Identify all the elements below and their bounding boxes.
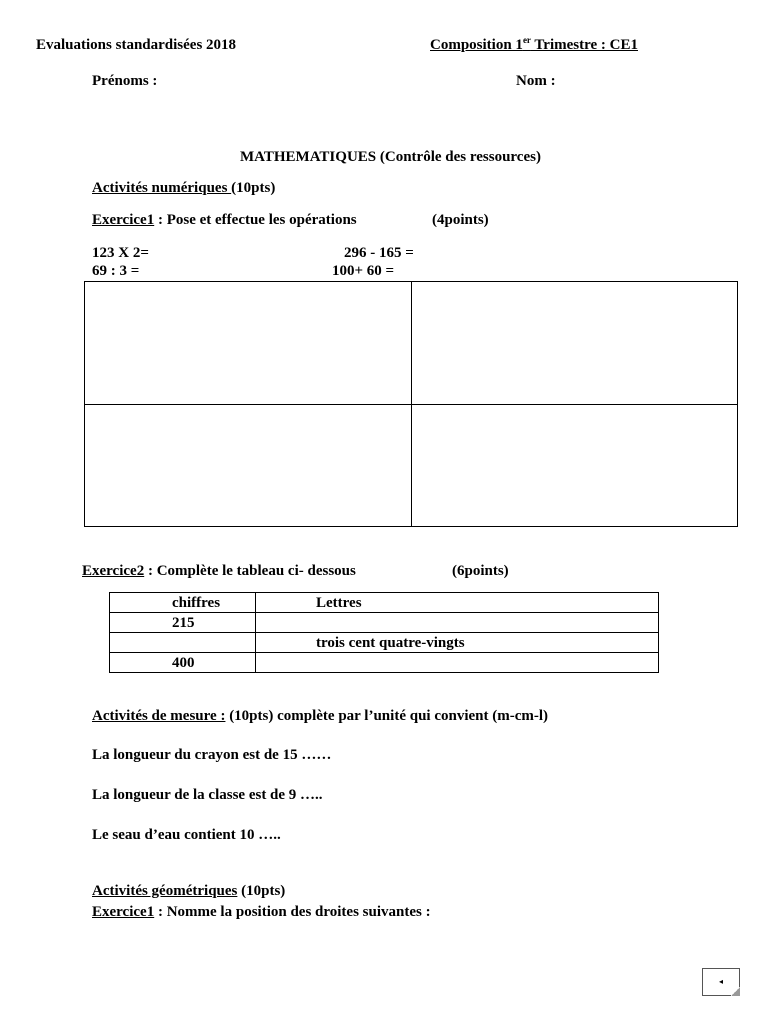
table-row	[110, 633, 659, 653]
operation-2: 296 - 165 =	[344, 245, 414, 261]
operation-3: 69 : 3 =	[92, 263, 140, 279]
table-row	[110, 613, 659, 633]
numeric-heading: Activités numériques (10pts)	[92, 180, 276, 196]
table-cell-chiffres: 215	[110, 613, 256, 633]
subject-title: MATHEMATIQUES (Contrôle des ressources)	[240, 149, 541, 165]
measure-heading: Activités de mesure : (10pts) complète par l’unité qui convient (m-cm-l)	[92, 708, 549, 724]
answer-box-3[interactable]	[85, 405, 412, 526]
nom-label: Nom :	[516, 73, 556, 89]
measure-line-2: La longueur de la classe est de 9 …..	[92, 787, 323, 803]
table-cell-lettres: trois cent quatre-vingts	[256, 633, 659, 653]
prenoms-label: Prénoms :	[92, 73, 158, 89]
header-left: Evaluations standardisées 2018	[36, 37, 237, 53]
page-marker	[702, 968, 740, 996]
table-cell-chiffres: 400	[110, 653, 256, 673]
operation-1: 123 X 2=	[92, 245, 149, 261]
measure-line-3: Le seau d’eau contient 10 …..	[92, 827, 281, 843]
exercise1-points: (4points)	[432, 212, 489, 228]
exercise1-title: Exercice1 : Pose et effectue les opérations	[92, 212, 357, 228]
table-header-lettres: Lettres	[256, 593, 659, 613]
page-marker-glyph: ◂	[718, 977, 723, 986]
geometry-heading: Activités géométriques (10pts)	[92, 883, 286, 899]
answer-box-1[interactable]	[85, 282, 412, 405]
operations-answer-grid	[84, 281, 738, 527]
measure-line-1: La longueur du crayon est de 15 ……	[92, 747, 332, 763]
page-fold-icon	[731, 987, 740, 996]
table-header-row	[110, 593, 659, 613]
table-cell-chiffres[interactable]	[110, 633, 256, 653]
table-row	[110, 653, 659, 673]
numbers-table	[109, 592, 659, 673]
answer-box-2[interactable]	[412, 282, 737, 405]
answer-box-4[interactable]	[412, 405, 737, 526]
table-header-chiffres: chiffres	[110, 593, 256, 613]
table-cell-lettres[interactable]	[256, 613, 659, 633]
operation-4: 100+ 60 =	[332, 263, 395, 279]
table-cell-lettres[interactable]	[256, 653, 659, 673]
header-right: Composition 1er Trimestre : CE1	[430, 35, 638, 53]
geometry-exercise1-title: Exercice1 : Nomme la position des droites suivantes :	[92, 904, 431, 920]
exercise2-points: (6points)	[452, 563, 509, 579]
exercise2-title: Exercice2 : Complète le tableau ci- dessous	[82, 563, 356, 579]
